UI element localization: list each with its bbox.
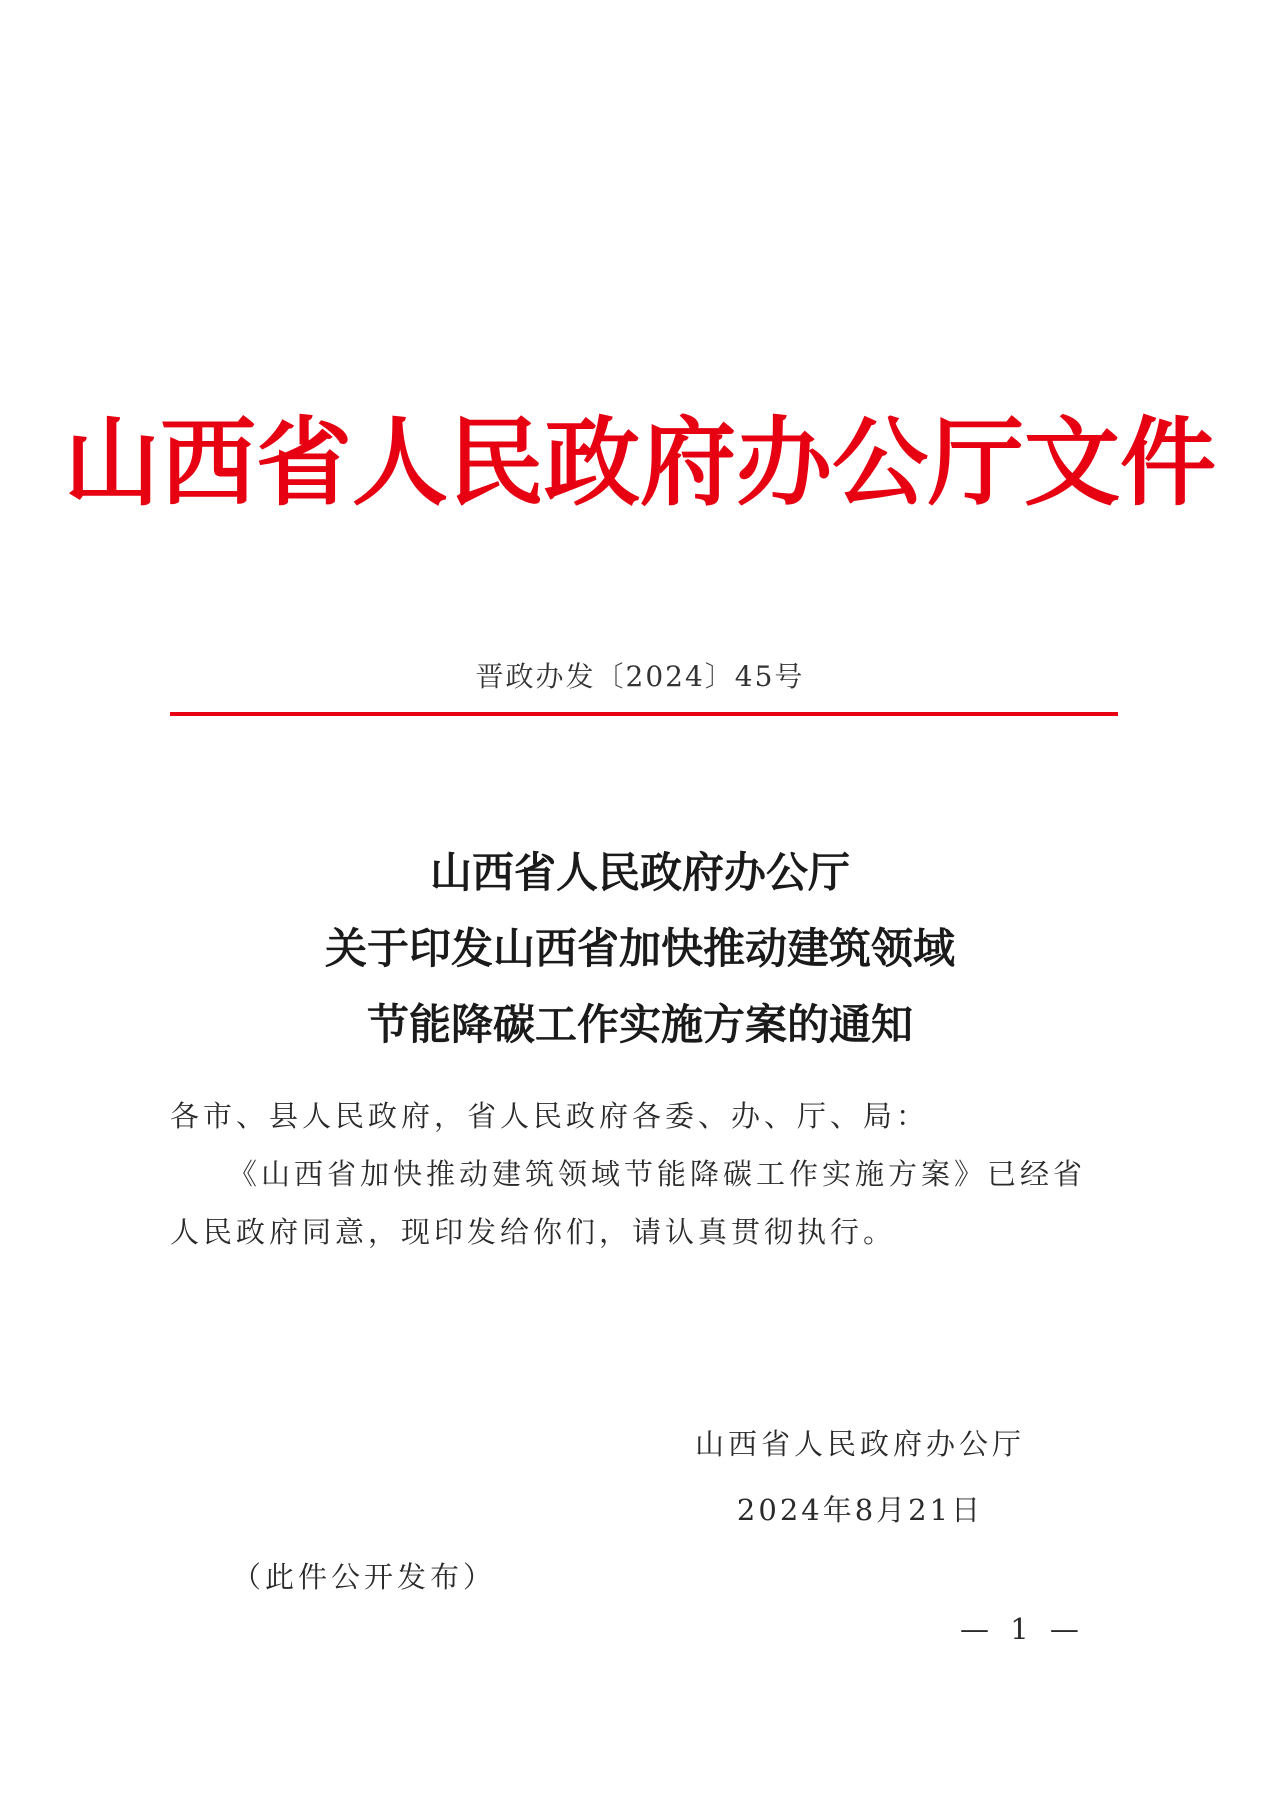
title-line-1: 山西省人民政府办公厅 (429, 848, 850, 897)
document-number: 晋政办发〔2024〕45号 (475, 660, 805, 693)
page-number: — 1 — (960, 1612, 1085, 1646)
red-divider-line (170, 712, 1118, 716)
document-masthead: 山西省人民政府办公厅文件 (64, 406, 1216, 519)
public-release-note: （此件公开发布） (232, 1560, 497, 1594)
title-line-3: 节能降碳工作实施方案的通知 (366, 1000, 913, 1049)
salutation: 各市、县人民政府，省人民政府各委、办、厅、局： (170, 1099, 930, 1133)
title-line-2: 关于印发山西省加快推动建筑领域 (324, 924, 955, 973)
issue-date: 2024年8月21日 (736, 1493, 984, 1527)
body-paragraph: 《山西省加快推动建筑领域节能降碳工作实施方案》已经省人民政府同意，现印发给你们，请认真贯彻执行。 (170, 1157, 1087, 1249)
issuer-signature: 山西省人民政府办公厅 (694, 1427, 1025, 1461)
document-title (0, 835, 1280, 1063)
